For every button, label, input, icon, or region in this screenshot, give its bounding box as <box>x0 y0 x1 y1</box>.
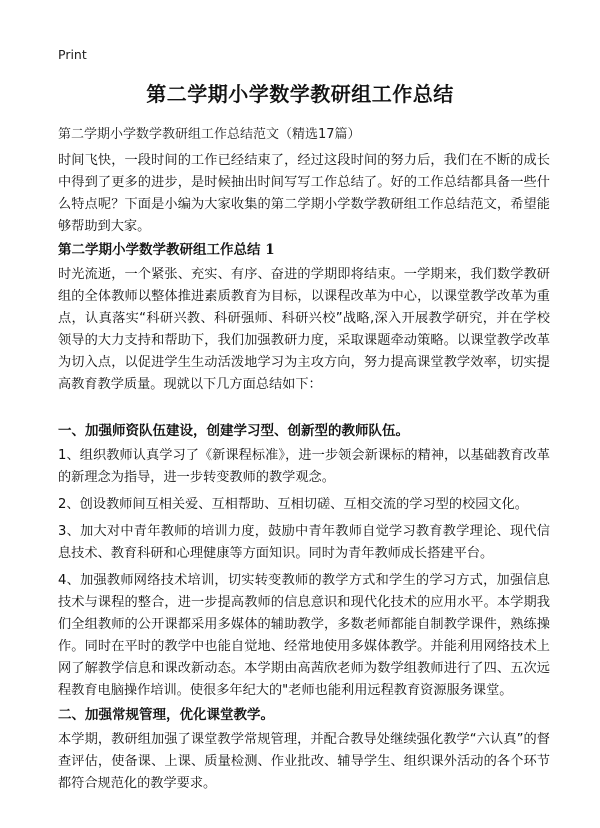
point-3: 3、加大对中青年教师的培训力度，鼓励中青年教师自觉学习教育教学理论、现代信息技术、教育科研和心理健康等方面知识。同时为青年教师成长搭建平台。 <box>58 524 550 561</box>
heading-two: 二、加强常规管理，优化课堂教学。 <box>58 707 274 723</box>
point-4: 4、加强教师网络技术培训，切实转变教师的教学方式和学生的学习方式，加强信息技术与课程的整合，进一步提高教师的信息意识和现代化技术的应用水平。本学期我们全组教师的公开课都采用多媒体的辅助教学，多数老师都能自制教学课件，熟练操作。同时在平时的教学中也能自觉地、经常地使用多媒体教学。并能利用网络技术上网了解教学信息和课改新动态。本学期由高茜欣老师为数学组教师进行了四、五次远程教育电脑操作培训。使很多年纪大的"老师也能利用远程教育资源服务课堂。 <box>58 573 550 698</box>
heading-one: 一、加强师资队伍建设，创建学习型、创新型的教师队伍。 <box>58 423 409 439</box>
document-title: 第二学期小学数学教研组工作总结 <box>146 82 454 106</box>
point-2: 2、创设教师间互相关爱、互相帮助、互相切磋、互相交流的学习型的校园文化。 <box>58 497 528 512</box>
document-subtitle: 第二学期小学数学教研组工作总结范文（精选17篇） <box>58 127 361 142</box>
intro-paragraph: 时间飞快，一段时间的工作已经结束了，经过这段时间的努力后，我们在不断的成长中得到了更多的进步，是时候抽出时间写写工作总结了。好的工作总结都具备一些什么特点呢？下面是小编为大家收集的第二学期小学数学教研组工作总结范文，希望能够帮助到大家。 <box>58 153 550 234</box>
closing-paragraph: 本学期，教研组加强了课堂教学常规管理，并配合教导处继续强化教学“六认真”的督查评估，使备课、上课、质量检测、作业批改、辅导学生、组织课外活动的各个环节都符合规范化的教学要求。 <box>58 732 550 791</box>
section-heading: 第二学期小学数学教研组工作总结 1 <box>58 242 275 258</box>
print-link[interactable]: Print <box>58 47 87 62</box>
point-1: 1、组织教师认真学习了《新课程标准》，进一步领会新课标的精神，以基础教育改革的新理念为指导，进一步转变教师的教学观念。 <box>58 448 550 485</box>
section-intro-paragraph: 时光流逝，一个紧张、充实、有序、奋进的学期即将结束。一学期来，我们数学教研组的全体教师以整体推进素质教育为目标，以课程改革为中心，以课堂教学改革为重点，认真落实“科研兴教、科研强师、科研兴校”战略,深入开展教学研究，并在学校领导的大力支持和帮助下，我们加强教研力度，采取课题牵动策略。以课堂教学改革为切入点，以促进学生生动活泼地学习为主攻方向，努力提高课堂教学效率，切实提高教育教学质量。现就以下几方面总结如下： <box>58 267 550 392</box>
